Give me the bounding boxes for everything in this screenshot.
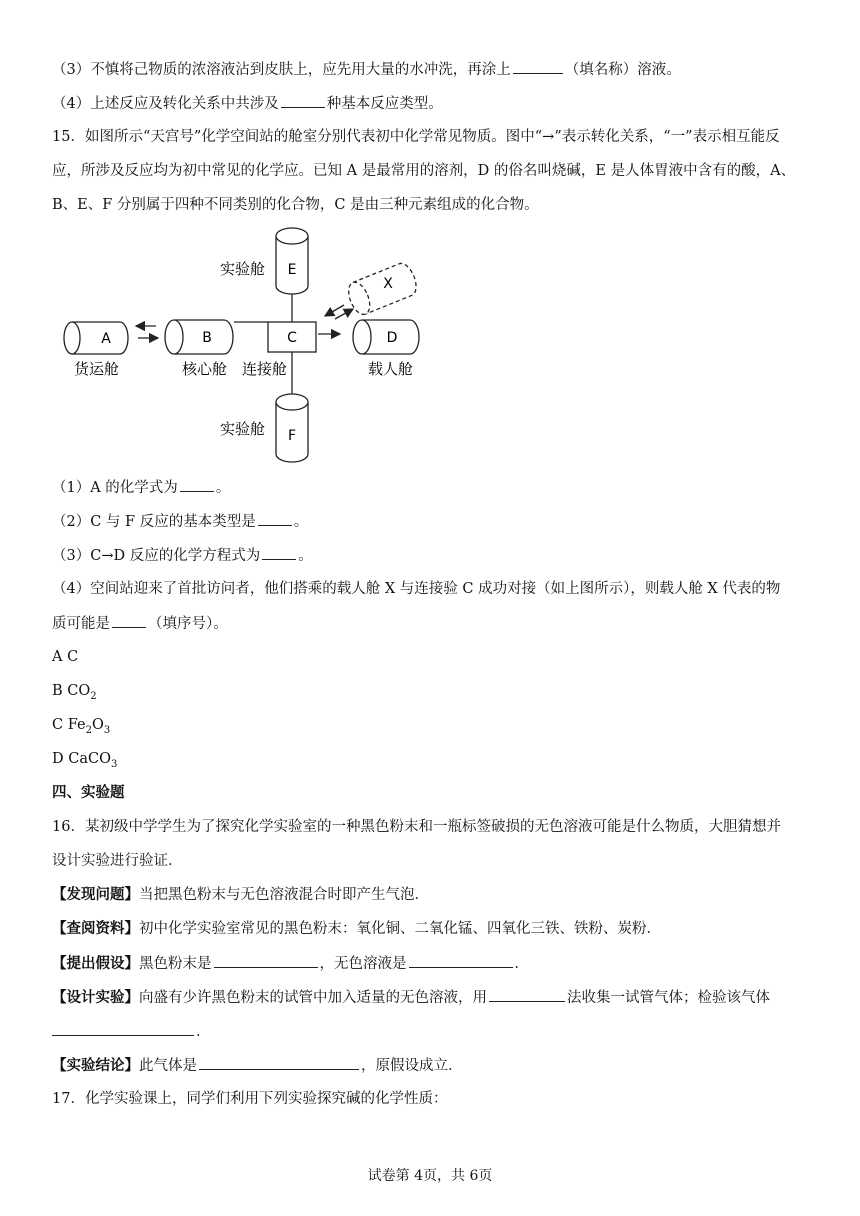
option-a[interactable]: A C	[52, 649, 79, 665]
label-experiment-e: 实验舱	[220, 260, 266, 278]
tag-find-problem: 【发现问题】	[52, 886, 139, 903]
answer-blank[interactable]	[112, 613, 146, 628]
subscript: 3	[110, 758, 118, 770]
tag-hypothesis: 【提出假设】	[52, 955, 139, 972]
q15-sub4-line2	[52, 613, 820, 634]
q15-1-text: （1）A 的化学式为	[52, 480, 178, 496]
punct: 。	[298, 548, 313, 564]
module-a-label: A	[101, 331, 111, 347]
q17-stem: 17．化学实验课上，同学们利用下列实验探究碱的化学性质：	[52, 1091, 448, 1107]
option-c[interactable]	[52, 715, 820, 741]
module-c-label: C	[287, 330, 297, 346]
answer-blank[interactable]	[214, 953, 318, 968]
q15-4-text: 质可能是	[52, 616, 110, 632]
answer-blank[interactable]	[513, 59, 563, 74]
option-d[interactable]	[52, 749, 820, 775]
q14-part4	[52, 93, 820, 114]
label-connector: 连接舱	[242, 360, 288, 378]
punct: ．	[196, 1024, 211, 1040]
page-footer: 试卷第 4页，共 6页	[367, 1168, 493, 1184]
punct: 。	[293, 514, 309, 530]
module-x-label: X	[383, 276, 393, 292]
space-station-svg	[52, 222, 432, 472]
q16-design-line2	[52, 1021, 820, 1042]
q14-4-tail: 种基本反应类型。	[326, 96, 443, 112]
module-e	[276, 228, 308, 294]
q15-2-text: （2）C 与 F 反应的基本类型是	[52, 514, 256, 530]
punct: ．	[514, 956, 529, 972]
label-core: 核心舱	[182, 360, 228, 378]
q16-hypothesis	[52, 953, 820, 974]
punct: 。	[215, 480, 231, 496]
q15-stem-line2: 应，所涉及反应均为初中常见的化学应。已知 A 是最常用的溶剂，D 的俗名叫烧碱，E 是人体胃液中含有的酸，A、	[52, 163, 796, 179]
references-text: 初中化学实验室常见的黑色粉末：氧化铜、二氧化锰、四氧化三铁、铁粉、炭粉．	[139, 921, 661, 937]
q16-stem-line2: 设计实验进行验证．	[52, 853, 183, 869]
answer-blank[interactable]	[489, 987, 565, 1002]
label-cargo: 货运舱	[74, 360, 120, 378]
arrow-x-to-c	[325, 305, 344, 316]
q16-stem-line1: 16．某初级中学学生为了探究化学实验室的一种黑色粉末和一瓶标签破损的无色溶液可能是什么物质，大胆猜想并	[52, 819, 781, 835]
q15-4-tail: （填序号）。	[148, 616, 228, 632]
module-b-label: B	[202, 330, 212, 346]
q15-stem-line1: 15．如图所示“天宫号”化学空间站的舱室分别代表初中化学常见物质。图中“→”表示转化关系，“一”表示相互能反	[52, 129, 780, 145]
label-crew: 载人舱	[368, 360, 414, 378]
module-b	[165, 320, 233, 354]
q16-find-problem	[52, 885, 820, 905]
answer-blank[interactable]	[409, 953, 513, 968]
module-d-label: D	[386, 330, 398, 346]
answer-blank[interactable]	[281, 93, 325, 108]
section-heading: 四、实验题	[52, 785, 125, 801]
q15-3-text: （3）C→D 反应的化学方程式为	[52, 548, 261, 564]
option-c-text: C Fe	[52, 717, 86, 733]
q15-sub1	[52, 477, 820, 498]
q14-part3	[52, 59, 820, 80]
answer-blank[interactable]	[262, 545, 296, 560]
tag-design: 【设计实验】	[52, 989, 139, 1006]
design-text: 向盛有少许黑色粉末的试管中加入适量的无色溶液，用	[139, 990, 487, 1006]
q15-sub3	[52, 545, 820, 566]
option-b-text: B CO	[52, 683, 91, 699]
q15-sub4-line1: （4）空间站迎来了首批访问者，他们搭乘的载人舱 X 与连接验 C 成功对接（如上图所示），则载人舱 X 代表的物	[52, 581, 781, 597]
answer-blank[interactable]	[199, 1055, 359, 1070]
q15-sub2	[52, 511, 820, 532]
tag-conclusion: 【实验结论】	[52, 1057, 139, 1074]
subscript: 2	[85, 724, 92, 736]
tag-references: 【查阅资料】	[52, 920, 139, 937]
label-experiment-f: 实验舱	[220, 420, 266, 438]
q16-references	[52, 919, 820, 939]
q14-3-text: （3）不慎将己物质的浓溶液沾到皮肤上，应先用大量的水冲洗，再涂上	[52, 62, 511, 78]
module-e-label: E	[287, 262, 297, 278]
hypothesis-text-2: ，无色溶液是	[319, 956, 407, 972]
option-c-text-mid: O	[91, 717, 104, 733]
subscript: 2	[90, 690, 97, 702]
q16-conclusion	[52, 1055, 820, 1076]
module-f-label: F	[287, 428, 297, 444]
conclusion-text: 此气体是	[139, 1058, 197, 1074]
design-text-2: 法收集一试管气体；检验该气体	[567, 990, 770, 1006]
find-problem-text: 当把黑色粉末与无色溶液混合时即产生气泡．	[139, 887, 429, 903]
option-b[interactable]	[52, 681, 820, 707]
answer-blank[interactable]	[180, 477, 214, 492]
option-d-text: D CaCO	[52, 751, 111, 767]
module-a	[64, 322, 128, 354]
hypothesis-text: 黑色粉末是	[139, 956, 212, 972]
module-f	[276, 394, 308, 462]
space-station-diagram	[52, 222, 432, 472]
q14-4-text: （4）上述反应及转化关系中共涉及	[52, 96, 279, 112]
conclusion-text-2: ，原假设成立．	[361, 1058, 463, 1074]
q16-design	[52, 987, 820, 1008]
subscript: 3	[103, 724, 111, 736]
answer-blank[interactable]	[258, 511, 292, 526]
arrow-c-to-x	[335, 309, 353, 319]
q15-stem-line3: B、E、F 分别属于四种不同类别的化合物，C 是由三种元素组成的化合物。	[52, 197, 539, 213]
q14-3-tail: （填名称）溶液。	[564, 62, 681, 78]
answer-blank[interactable]	[52, 1021, 194, 1036]
module-d	[353, 320, 419, 354]
